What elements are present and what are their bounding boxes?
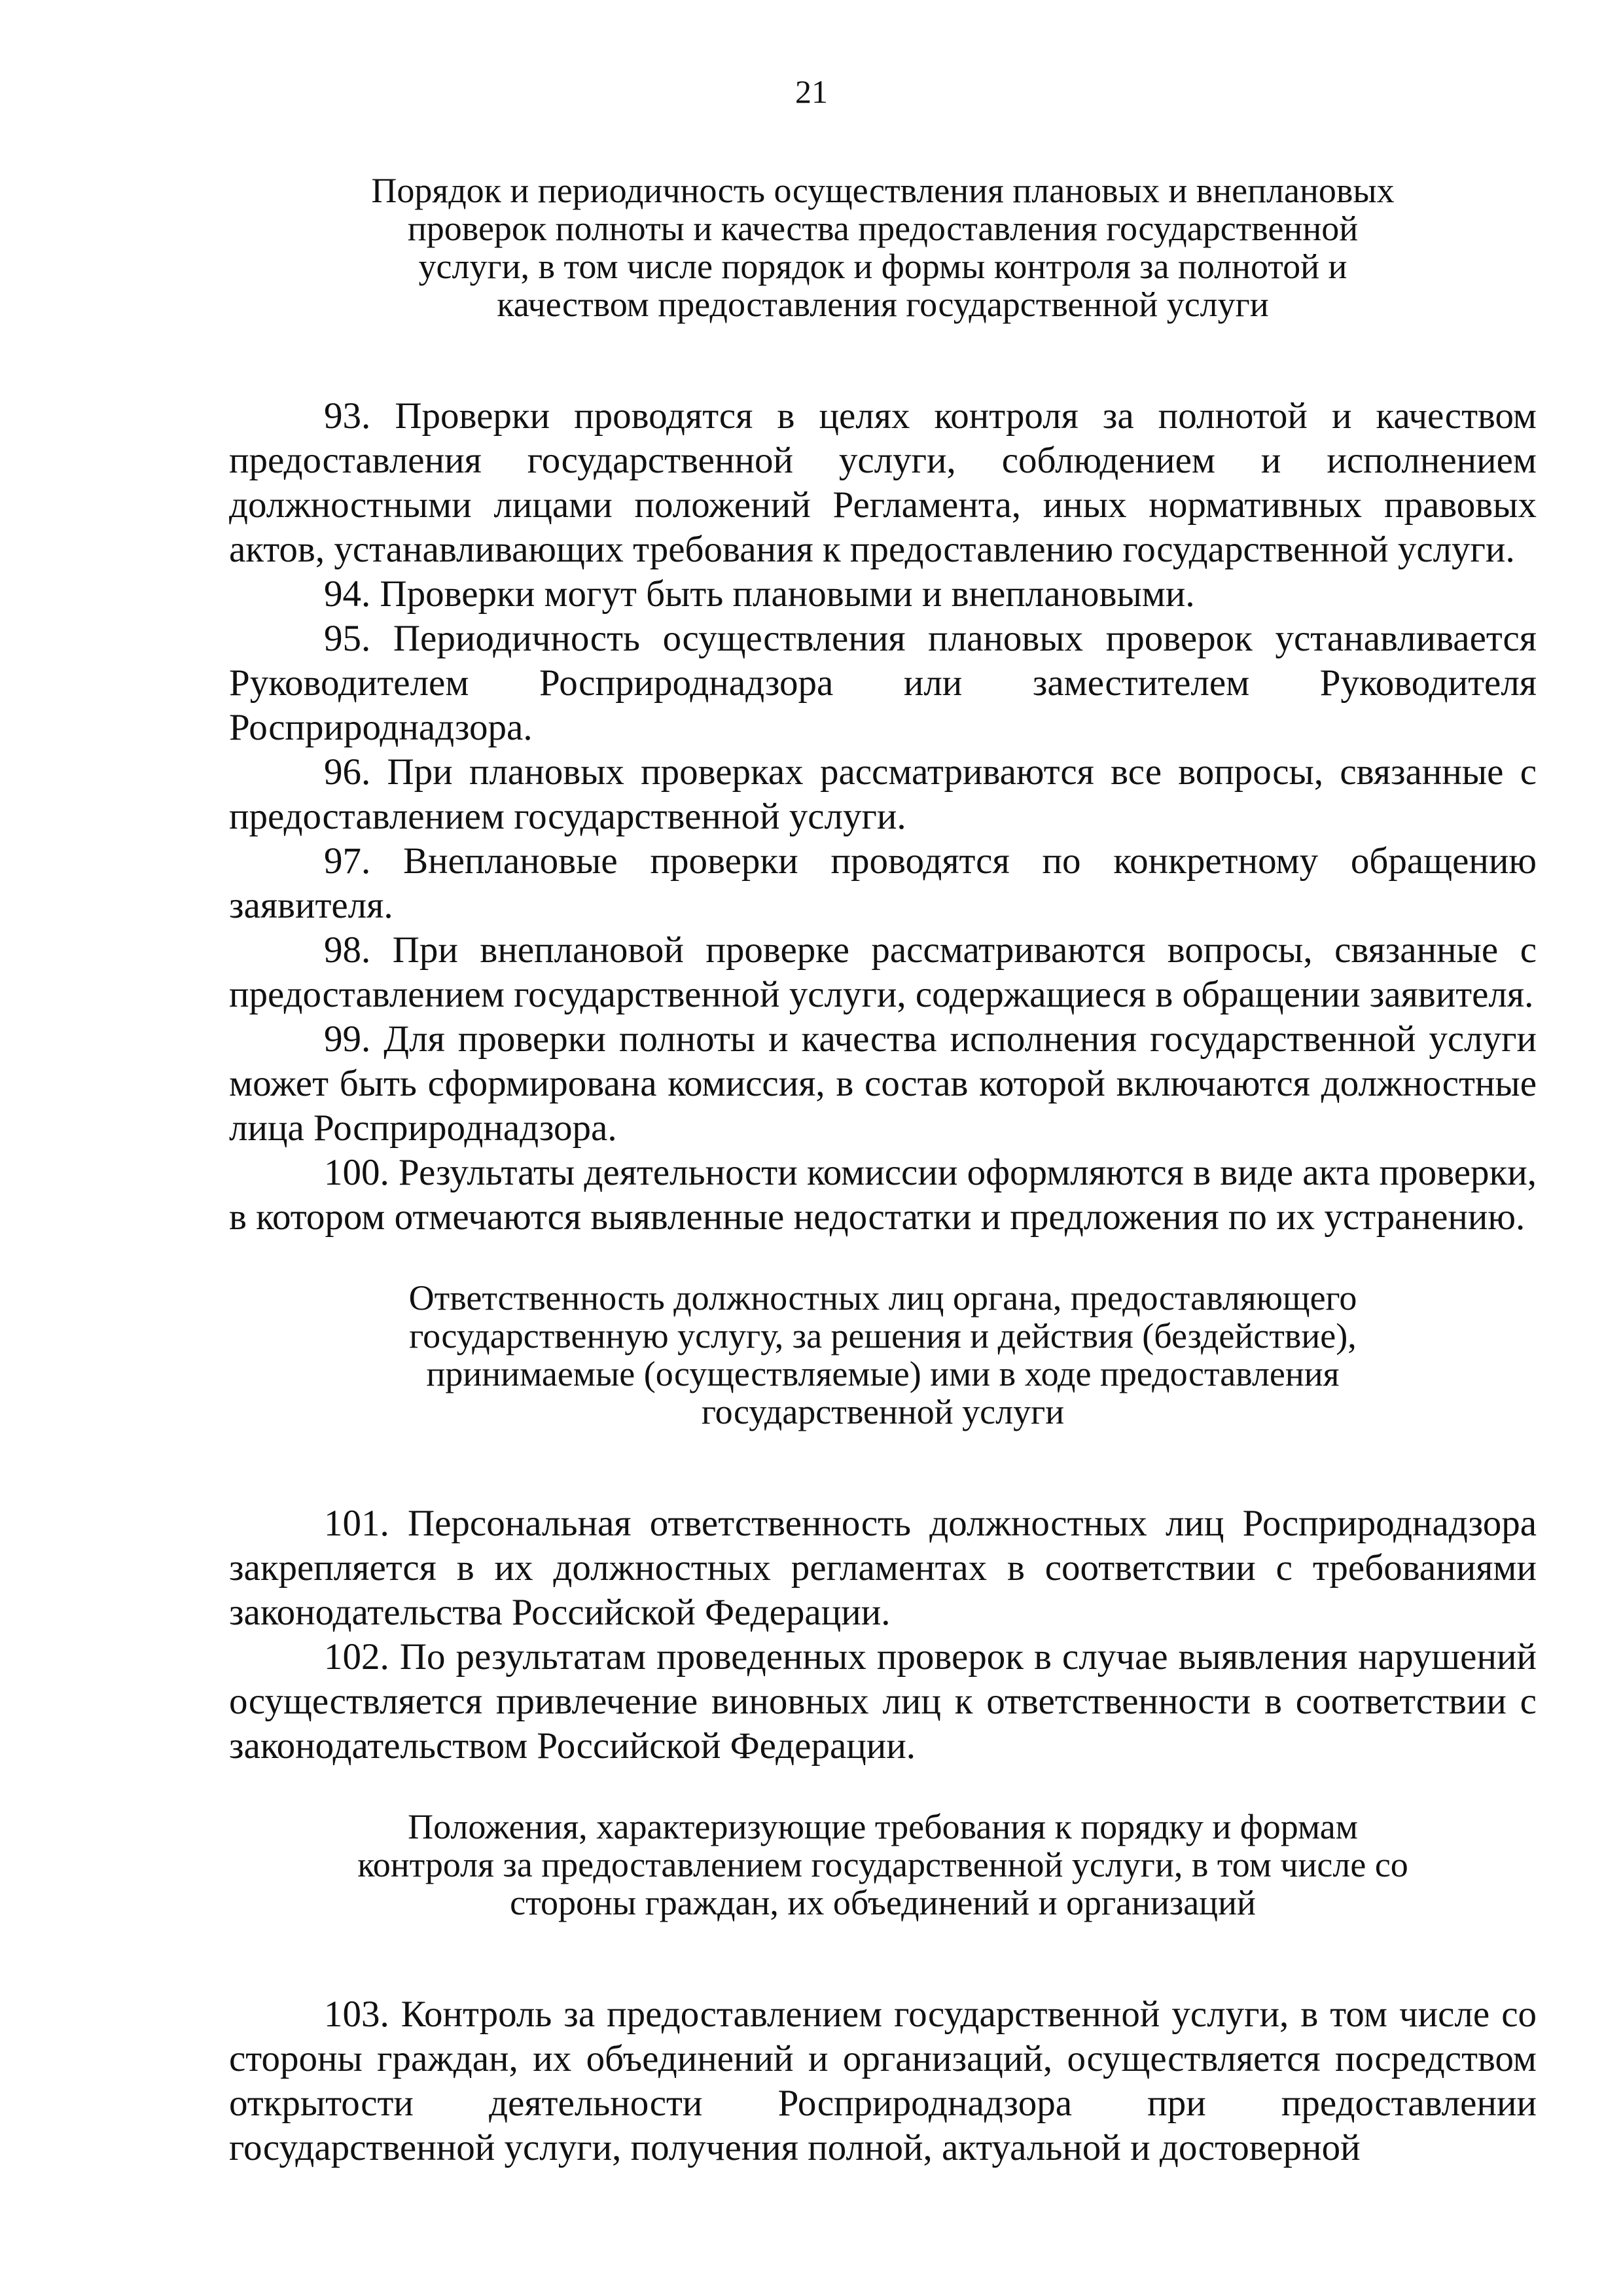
paragraph-96: 96. При плановых проверках рассматриваются все вопросы, связанные с предоставлением государственной услуги. (229, 751, 1537, 837)
paragraph-94: 94. Проверки могут быть плановыми и внеплановыми. (324, 573, 1195, 615)
heading-line: Положения, характеризующие требования к порядку и формам (408, 1807, 1358, 1846)
heading-line: Ответственность должностных лиц органа, предоставляющего (408, 1278, 1357, 1318)
section-heading-inspections (229, 171, 1537, 323)
paragraph-103: 103. Контроль за предоставлением государственной услуги, в том числе со стороны граждан, их объединений и организаций, осуществляется посредством открытости деятельности Росприроднадзора при предоставлении государственной услуги, получения полной, актуальной и достоверной (229, 1994, 1537, 2168)
heading-line: услуги, в том числе порядок и формы контроля за полнотой и (418, 247, 1347, 286)
heading-line: проверок полноты и качества предоставления государственной (407, 209, 1359, 248)
heading-line: качеством предоставления государственной услуги (497, 285, 1269, 324)
paragraph-99: 99. Для проверки полноты и качества исполнения государственной услуги может быть сформирована комиссия, в состав которой включаются должностные лица Росприроднадзора. (229, 1018, 1537, 1149)
paragraph-95: 95. Периодичность осуществления плановых проверок устанавливается Руководителем Росприроднадзора или заместителем Руководителя Росприроднадзора. (229, 618, 1537, 748)
paragraph-98: 98. При внеплановой проверке рассматриваются вопросы, связанные с предоставлением государственной услуги, содержащиеся в обращении заявителя. (229, 929, 1537, 1015)
paragraph-102: 102. По результатам проведенных проверок в случае выявления нарушений осуществляется привлечение виновных лиц к ответственности в соответствии с законодательством Российской Федерации. (229, 1636, 1537, 1767)
heading-line: государственной услуги (701, 1392, 1065, 1431)
heading-line: контроля за предоставлением государственной услуги, в том числе со (357, 1845, 1408, 1884)
paragraph-97: 97. Внеплановые проверки проводятся по конкретному обращению заявителя. (229, 840, 1537, 926)
heading-line: принимаемые (осуществляемые) ими в ходе предоставления (426, 1354, 1340, 1393)
paragraph-100: 100. Результаты деятельности комиссии оформляются в виде акта проверки, в котором отмечаются выявленные недостатки и предложения по их устранению. (229, 1152, 1537, 1238)
document-body (229, 171, 1537, 2170)
section-heading-responsibility (229, 1279, 1537, 1431)
heading-line: Порядок и периодичность осуществления плановых и внеплановых (371, 171, 1395, 210)
paragraph-101: 101. Персональная ответственность должностных лиц Росприроднадзора закрепляется в их должностных регламентах в соответствии с требованиями законодательства Российской Федерации. (229, 1503, 1537, 1633)
page-number: 21 (795, 73, 828, 110)
paragraph-93: 93. Проверки проводятся в целях контроля за полнотой и качеством предоставления государственной услуги, соблюдением и исполнением должностными лицами положений Регламента, иных нормативных правовых актов, устанавливающих требования к предоставлению государственной услуги. (229, 395, 1537, 570)
section-heading-control-requirements (229, 1808, 1537, 1922)
heading-line: государственную услугу, за решения и действия (бездействие), (409, 1316, 1357, 1355)
heading-line: стороны граждан, их объединений и организаций (510, 1883, 1256, 1922)
